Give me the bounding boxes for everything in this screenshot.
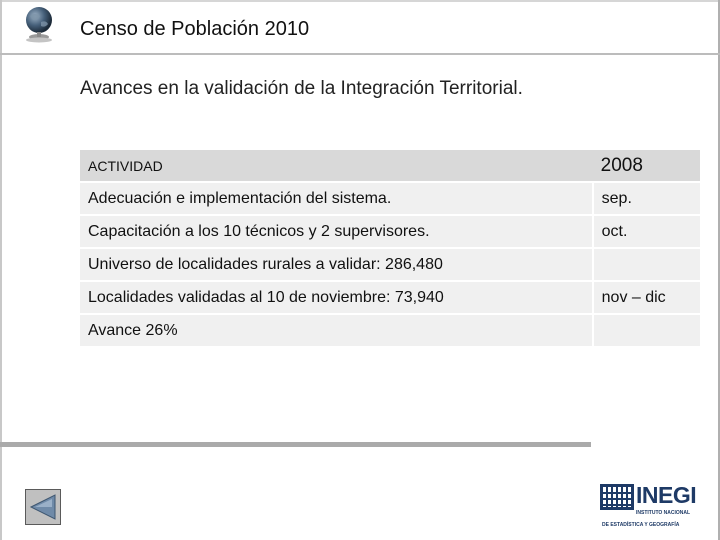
date-cell — [593, 248, 700, 281]
frame-top — [0, 0, 720, 2]
table-row — [80, 314, 700, 346]
activity-cell: Avance 26% — [80, 314, 593, 346]
slide-subtitle: Avances en la validación de la Integración Territorial. — [80, 78, 523, 99]
table-header-row — [80, 150, 700, 182]
table-row — [80, 215, 700, 248]
table-row — [80, 281, 700, 314]
page-title: Censo de Población 2010 — [80, 18, 310, 40]
date-cell — [593, 314, 700, 346]
frame-left — [0, 0, 2, 540]
column-header-year: 2008 — [593, 150, 700, 182]
logo-line-1: INSTITUTO NACIONAL — [636, 510, 691, 516]
activity-cell: Universo de localidades rurales a validar: 286,480 — [80, 248, 593, 281]
logo-line-2: DE ESTADÍSTICA Y GEOGRAFÍA — [602, 522, 680, 528]
inegi-logo — [600, 482, 697, 530]
left-arrow-icon — [26, 490, 60, 524]
table-row — [80, 248, 700, 281]
date-cell: oct. — [593, 215, 700, 248]
activity-cell: Adecuación e implementación del sistema. — [80, 182, 593, 215]
activity-cell: Capacitación a los 10 técnicos y 2 supervisores. — [80, 215, 593, 248]
inegi-grid-icon — [600, 484, 634, 510]
activity-table — [80, 150, 700, 346]
globe-icon — [22, 4, 56, 44]
date-cell: sep. — [593, 182, 700, 215]
date-cell: nov – dic — [593, 281, 700, 314]
footer-divider — [0, 442, 591, 447]
activity-cell: Localidades validadas al 10 de noviembre: 73,940 — [80, 281, 593, 314]
header-divider — [0, 53, 720, 55]
previous-slide-button[interactable] — [25, 489, 61, 525]
column-header-activity: ACTIVIDAD — [80, 150, 593, 182]
table-row — [80, 182, 700, 215]
logo-wordmark: INEGI — [636, 482, 697, 508]
